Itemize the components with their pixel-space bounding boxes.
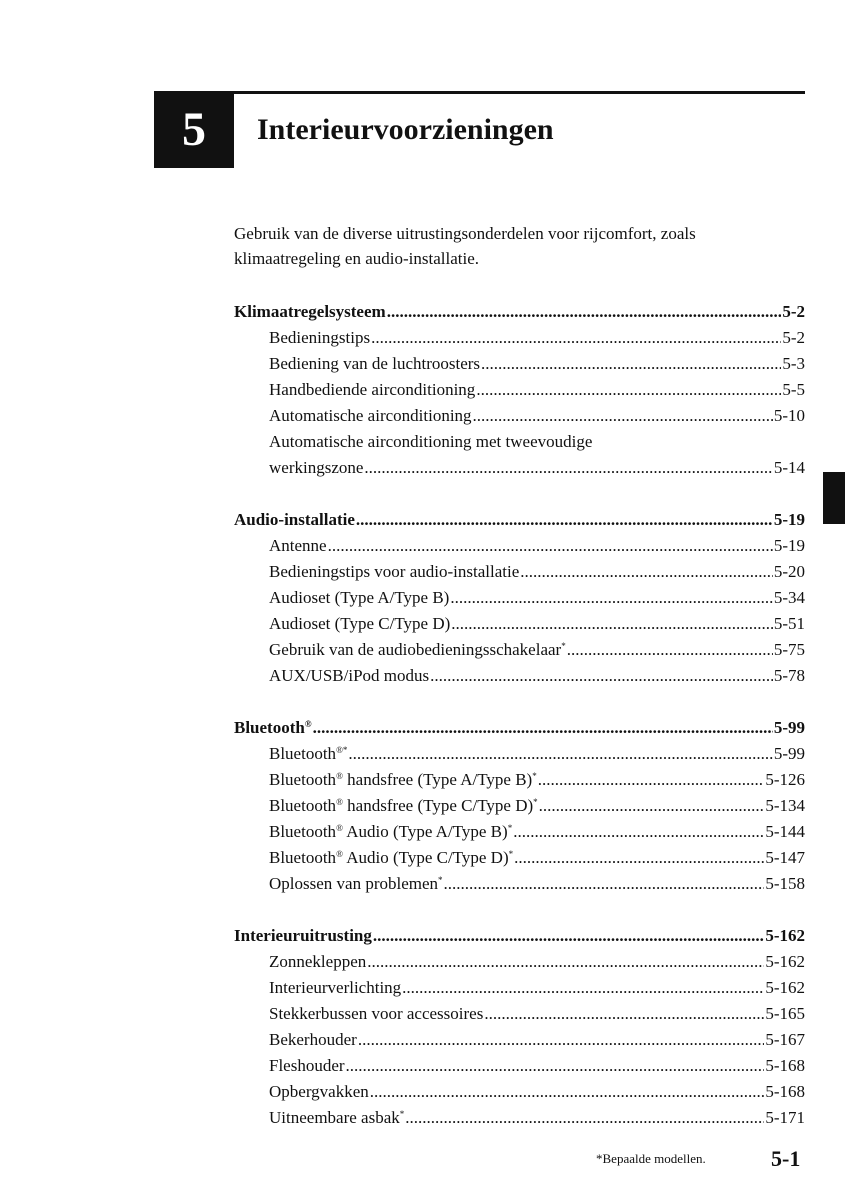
- toc-section: [234, 715, 805, 897]
- toc-entry[interactable]: [234, 1105, 805, 1131]
- toc-entry-page: 5-51: [773, 614, 805, 633]
- toc-leader-dots: [444, 871, 765, 897]
- toc-entry-page: 5-75: [773, 640, 805, 659]
- toc-heading-label: [234, 507, 355, 533]
- toc-entry[interactable]: [234, 1027, 805, 1053]
- toc-entry-text: Interieurverlichting: [269, 978, 402, 997]
- toc-entry-text: Automatische airconditioning: [269, 406, 472, 425]
- toc-section-heading[interactable]: [234, 715, 805, 741]
- toc-leader-dots: [567, 637, 773, 663]
- toc-entry-page: 5-144: [765, 822, 805, 841]
- toc-entry: [234, 429, 805, 455]
- toc-entry[interactable]: [234, 455, 805, 481]
- toc-leader-dots: [484, 1001, 764, 1027]
- toc-entry-text: werkingszone: [269, 458, 364, 477]
- toc-entry-text-rest: handsfree (Type C/Type D): [342, 796, 534, 815]
- page-number: 5-1: [771, 1146, 801, 1171]
- toc-entry-sup: *: [507, 823, 513, 833]
- toc-leader-dots: [367, 949, 764, 975]
- toc-heading-text: Bluetooth: [234, 718, 305, 737]
- toc-heading-page: 5-99: [773, 718, 805, 737]
- toc-entry[interactable]: [234, 871, 805, 897]
- toc-leader-dots: [387, 299, 782, 325]
- chapter-title: Interieurvoorzieningen: [257, 113, 554, 146]
- toc-entry[interactable]: [234, 585, 805, 611]
- toc-entry-page: 5-134: [765, 796, 805, 815]
- toc-entry-sup: ®*: [336, 745, 348, 755]
- footnote: *Bepaalde modellen.: [596, 1151, 706, 1166]
- toc-entry-text: Uitneembare asbak: [269, 1108, 400, 1127]
- toc-entry-text-rest: Audio (Type C/Type D): [342, 848, 509, 867]
- toc-entry-sup: *: [399, 1109, 405, 1119]
- toc-entry-sup: *: [532, 771, 537, 781]
- toc-entry-page: 5-167: [765, 1030, 805, 1049]
- toc-entry-label: [269, 845, 513, 871]
- toc-entry-page: 5-20: [773, 562, 805, 581]
- toc-section: [234, 507, 805, 689]
- toc-leader-dots: [430, 663, 773, 689]
- toc-entry-sup: *: [533, 797, 538, 807]
- toc-entry-page: 5-168: [765, 1082, 805, 1101]
- toc-heading-sup: ®: [304, 719, 312, 729]
- toc-entry-label: [269, 1079, 369, 1105]
- toc-entry-text: Bluetooth: [269, 744, 337, 763]
- toc-entry[interactable]: [234, 1001, 805, 1027]
- toc-leader-dots: [476, 377, 781, 403]
- chapter-number: 5: [182, 103, 206, 156]
- toc-entry-page: 5-10: [773, 406, 805, 425]
- toc-entry-page: 5-165: [765, 1004, 805, 1023]
- toc-heading-text: Klimaatregelsysteem: [234, 302, 386, 321]
- toc-heading-label: [234, 299, 386, 325]
- toc-entry[interactable]: [234, 559, 805, 585]
- toc-entry-text: Bediening van de luchtroosters: [269, 354, 481, 373]
- toc-entry-label: [269, 975, 401, 1001]
- toc-leader-dots: [364, 455, 772, 481]
- toc-leader-dots: [371, 325, 781, 351]
- toc-section: [234, 299, 805, 481]
- title-rule: [234, 91, 805, 94]
- toc-entry-sup: *: [508, 849, 514, 859]
- toc-entry-text: Stekkerbussen voor accessoires: [269, 1004, 484, 1023]
- toc-entry-sup: *: [438, 875, 443, 885]
- toc-entry[interactable]: [234, 1079, 805, 1105]
- toc-entry-text: Zonnekleppen: [269, 952, 367, 971]
- toc-entry-page: 5-19: [773, 536, 805, 555]
- toc-leader-dots: [328, 533, 773, 559]
- toc-entry[interactable]: [234, 767, 805, 793]
- toc-entry[interactable]: [234, 819, 805, 845]
- toc-entry-page: 5-147: [765, 848, 805, 867]
- toc-entry-label: [269, 637, 566, 663]
- toc-heading-page: 5-2: [782, 302, 805, 321]
- intro-paragraph: Gebruik van de diverse uitrustingsonderdelen voor rijcomfort, zoals klimaatregeling en audio-installatie.: [234, 224, 696, 268]
- toc-section-heading[interactable]: [234, 299, 805, 325]
- toc-entry-label: [269, 1027, 357, 1053]
- toc-entry-label: [269, 533, 327, 559]
- toc-entry-text: Bedieningstips: [269, 328, 371, 347]
- toc-heading-label: [234, 923, 372, 949]
- toc-entry-label: [269, 611, 450, 637]
- toc-leader-dots: [473, 403, 773, 429]
- chapter-thumb-tab: [823, 472, 845, 524]
- toc-entry-page: 5-3: [782, 354, 805, 373]
- toc-entry-label: [269, 429, 592, 455]
- toc-entry-text: Bedieningstips voor audio-installatie: [269, 562, 520, 581]
- toc-entry-text: AUX/USB/iPod modus: [269, 666, 430, 685]
- toc-heading-text: Audio-installatie: [234, 510, 355, 529]
- toc-entry-sup: ®: [336, 797, 343, 807]
- toc-entry-label: [269, 559, 519, 585]
- toc-entry-text-rest: Audio (Type A/Type B): [342, 822, 508, 841]
- toc-leader-dots: [402, 975, 764, 1001]
- toc-leader-dots: [356, 507, 773, 533]
- toc-entry-label: [269, 1053, 345, 1079]
- toc-entry-text: Bluetooth: [269, 796, 337, 815]
- toc-entry[interactable]: [234, 949, 805, 975]
- toc-entry-label: [269, 767, 537, 793]
- chapter-number-box: [154, 91, 234, 168]
- toc-entry-page: 5-2: [782, 328, 805, 347]
- toc-entry[interactable]: [234, 351, 805, 377]
- toc-heading-label: [234, 715, 312, 741]
- toc-leader-dots: [348, 741, 772, 767]
- toc-leader-dots: [405, 1105, 764, 1131]
- toc-entry-label: [269, 351, 480, 377]
- toc-leader-dots: [313, 715, 773, 741]
- toc-entry-page: 5-171: [765, 1108, 805, 1127]
- toc-entry-page: 5-99: [773, 744, 805, 763]
- toc-heading-page: 5-162: [765, 926, 805, 945]
- toc-leader-dots: [513, 819, 764, 845]
- toc-entry-page: 5-162: [765, 978, 805, 997]
- toc-entry[interactable]: [234, 663, 805, 689]
- toc-entry-text: Bluetooth: [269, 770, 337, 789]
- toc-leader-dots: [370, 1079, 765, 1105]
- toc-entry-label: [269, 871, 443, 897]
- table-of-contents: [234, 299, 805, 1157]
- toc-leader-dots: [514, 845, 764, 871]
- toc-entry-sup: ®: [336, 849, 343, 859]
- toc-leader-dots: [538, 767, 765, 793]
- toc-entry-label: [269, 819, 512, 845]
- toc-entry-sup: ®: [336, 771, 343, 781]
- toc-entry-page: 5-168: [765, 1056, 805, 1075]
- toc-leader-dots: [450, 585, 772, 611]
- toc-entry-text: Bekerhouder: [269, 1030, 357, 1049]
- toc-entry-text: Oplossen van problemen: [269, 874, 439, 893]
- toc-entry-label: [269, 663, 429, 689]
- toc-entry-page: 5-162: [765, 952, 805, 971]
- toc-entry-text: Automatische airconditioning met tweevoudige: [269, 432, 593, 451]
- toc-entry-text: Audioset (Type C/Type D): [269, 614, 451, 633]
- toc-entry-label: [269, 585, 449, 611]
- toc-entry-text: Gebruik van de audiobedieningsschakelaar: [269, 640, 562, 659]
- toc-leader-dots: [520, 559, 773, 585]
- toc-entry[interactable]: [234, 403, 805, 429]
- toc-section-heading[interactable]: [234, 507, 805, 533]
- toc-entry-text-rest: handsfree (Type A/Type B): [342, 770, 533, 789]
- toc-entry[interactable]: [234, 1053, 805, 1079]
- toc-entry-page: 5-5: [782, 380, 805, 399]
- toc-entry-text: Handbediende airconditioning: [269, 380, 476, 399]
- toc-entry-label: [269, 325, 370, 351]
- toc-entry-label: [269, 741, 347, 767]
- toc-entry-text: Opbergvakken: [269, 1082, 369, 1101]
- toc-entry[interactable]: [234, 533, 805, 559]
- toc-leader-dots: [358, 1027, 765, 1053]
- toc-entry-text: Fleshouder: [269, 1056, 345, 1075]
- toc-entry-label: [269, 1001, 483, 1027]
- toc-entry-label: [269, 793, 538, 819]
- toc-entry[interactable]: [234, 611, 805, 637]
- toc-entry[interactable]: [234, 637, 805, 663]
- toc-entry-label: [269, 377, 475, 403]
- toc-leader-dots: [346, 1053, 765, 1079]
- toc-heading-page: 5-19: [773, 510, 805, 529]
- toc-leader-dots: [481, 351, 781, 377]
- toc-entry-page: 5-14: [773, 458, 805, 477]
- toc-entry[interactable]: [234, 325, 805, 351]
- toc-entry-text: Bluetooth: [269, 822, 337, 841]
- toc-entry-label: [269, 949, 366, 975]
- toc-heading-text: Interieuruitrusting: [234, 926, 372, 945]
- toc-entry[interactable]: [234, 793, 805, 819]
- toc-leader-dots: [373, 923, 764, 949]
- toc-section: [234, 923, 805, 1131]
- toc-entry-page: 5-34: [773, 588, 805, 607]
- toc-entry-page: 5-158: [765, 874, 805, 893]
- toc-section-heading[interactable]: [234, 923, 805, 949]
- toc-entry-text: Audioset (Type A/Type B): [269, 588, 450, 607]
- toc-entry[interactable]: [234, 741, 805, 767]
- toc-entry[interactable]: [234, 377, 805, 403]
- toc-entry-sup: ®: [336, 823, 343, 833]
- toc-entry-page: 5-78: [773, 666, 805, 685]
- toc-entry-label: [269, 455, 363, 481]
- toc-entry-text: Bluetooth: [269, 848, 337, 867]
- toc-entry-text: Antenne: [269, 536, 327, 555]
- toc-leader-dots: [451, 611, 773, 637]
- toc-entry[interactable]: [234, 845, 805, 871]
- toc-entry-label: [269, 1105, 404, 1131]
- toc-leader-dots: [539, 793, 765, 819]
- toc-entry-label: [269, 403, 472, 429]
- toc-entry-sup: *: [561, 641, 566, 651]
- toc-entry-page: 5-126: [765, 770, 805, 789]
- toc-entry[interactable]: [234, 975, 805, 1001]
